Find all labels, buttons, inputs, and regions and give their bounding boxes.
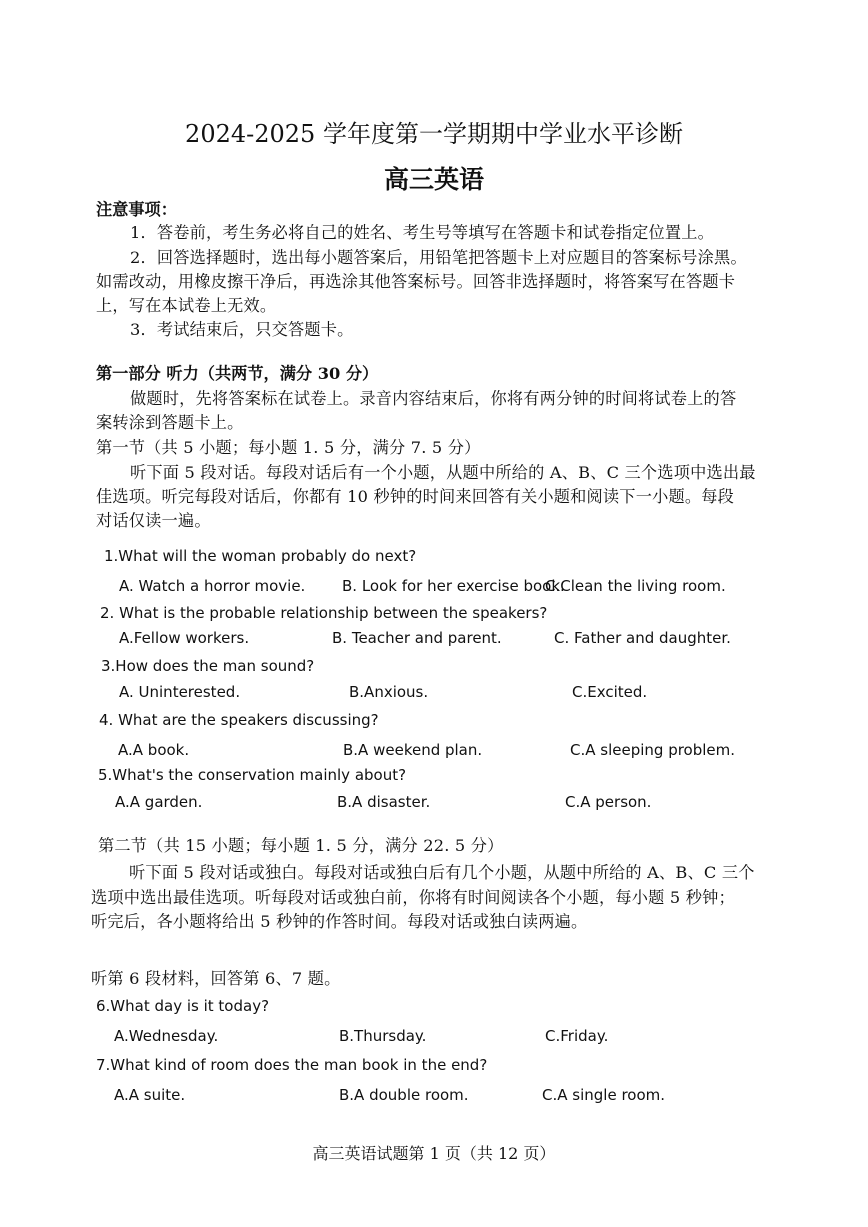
question-2: 2. What is the probable relationship between the speakers? bbox=[100, 604, 548, 622]
q6-option-c: C.Friday. bbox=[545, 1027, 609, 1045]
question-5: 5.What's the conservation mainly about? bbox=[98, 766, 407, 784]
notice-item-1: 1．答卷前，考生务必将自己的姓名、考生号等填写在答题卡和试卷指定位置上。 bbox=[130, 223, 715, 242]
q5-option-c: C.A person. bbox=[565, 793, 652, 811]
q3-option-a: A. Uninterested. bbox=[119, 683, 241, 701]
section1-intro-line-3: 对话仅读一遍。 bbox=[96, 511, 211, 530]
notice-item-2-line-1: 2．回答选择题时，选出每小题答案后，用铅笔把答题卡上对应题目的答案标号涂黑。 bbox=[130, 248, 747, 267]
q1-option-b: B. Look for her exercise book. bbox=[342, 577, 565, 595]
section2-heading: 第二节（共 15 小题；每小题 1. 5 分，满分 22. 5 分） bbox=[98, 836, 504, 855]
q7-option-c: C.A single room. bbox=[542, 1086, 666, 1104]
section2-intro-line-3: 听完后，各小题将给出 5 秒钟的作答时间。每段对话或独白读两遍。 bbox=[91, 912, 588, 931]
q5-option-b: B.A disaster. bbox=[337, 793, 431, 811]
section1-intro-line-1: 听下面 5 段对话。每段对话后有一个小题，从题中所给的 A、B、C 三个选项中选出最 bbox=[130, 463, 756, 482]
q2-option-a: A.Fellow workers. bbox=[119, 629, 250, 647]
q3-option-b: B.Anxious. bbox=[349, 683, 429, 701]
section1-heading: 第一节（共 5 小题；每小题 1. 5 分，满分 7. 5 分） bbox=[96, 438, 481, 457]
notice-item-2-line-2: 如需改动，用橡皮擦干净后，再选涂其他答案标号。回答非选择题时，将答案写在答题卡 bbox=[96, 272, 736, 291]
question-4: 4. What are the speakers discussing? bbox=[99, 711, 379, 729]
q4-option-a: A.A book. bbox=[118, 741, 190, 759]
page-footer: 高三英语试题第 1 页（共 12 页） bbox=[312, 1144, 556, 1163]
notice-item-2-line-3: 上，写在本试卷上无效。 bbox=[96, 296, 277, 315]
q6-option-b: B.Thursday. bbox=[339, 1027, 427, 1045]
q5-option-a: A.A garden. bbox=[115, 793, 203, 811]
question-6: 6.What day is it today? bbox=[96, 997, 270, 1015]
notice-item-3: 3．考试结束后，只交答题卡。 bbox=[130, 320, 354, 339]
q7-option-a: A.A suite. bbox=[114, 1086, 186, 1104]
q1-option-a: A. Watch a horror movie. bbox=[119, 577, 306, 595]
exam-title: 2024-2025 学年度第一学期期中学业水平诊断 bbox=[185, 120, 683, 148]
question-7: 7.What kind of room does the man book in the end? bbox=[96, 1056, 488, 1074]
q6-option-a: A.Wednesday. bbox=[114, 1027, 219, 1045]
part1-intro-line-1: 做题时，先将答案标在试卷上。录音内容结束后，你将有两分钟的时间将试卷上的答 bbox=[130, 389, 737, 408]
q1-option-c: C.Clean the living room. bbox=[545, 577, 726, 595]
notice-heading: 注意事项： bbox=[96, 200, 177, 219]
exam-subject: 高三英语 bbox=[383, 165, 484, 194]
q2-option-b: B. Teacher and parent. bbox=[332, 629, 502, 647]
q2-option-c: C. Father and daughter. bbox=[554, 629, 731, 647]
q4-option-b: B.A weekend plan. bbox=[343, 741, 483, 759]
question-3: 3.How does the man sound? bbox=[101, 657, 315, 675]
part1-heading: 第一部分 听力（共两节，满分 30 分） bbox=[96, 364, 379, 383]
part1-intro-line-2: 案转涂到答题卡上。 bbox=[96, 413, 244, 432]
material-6-instruction: 听第 6 段材料，回答第 6、7 题。 bbox=[91, 969, 341, 988]
section2-intro-line-1: 听下面 5 段对话或独白。每段对话或独白后有几个小题，从题中所给的 A、B、C 三个 bbox=[129, 863, 755, 882]
section2-intro-line-2: 选项中选出最佳选项。听每段对话或独白前，你将有时间阅读各个小题，每小题 5 秒钟； bbox=[91, 888, 735, 907]
q4-option-c: C.A sleeping problem. bbox=[570, 741, 736, 759]
q7-option-b: B.A double room. bbox=[339, 1086, 469, 1104]
section1-intro-line-2: 佳选项。听完每段对话后，你都有 10 秒钟的时间来回答有关小题和阅读下一小题。每段 bbox=[96, 487, 735, 506]
q3-option-c: C.Excited. bbox=[572, 683, 648, 701]
question-1: 1.What will the woman probably do next? bbox=[104, 547, 417, 565]
